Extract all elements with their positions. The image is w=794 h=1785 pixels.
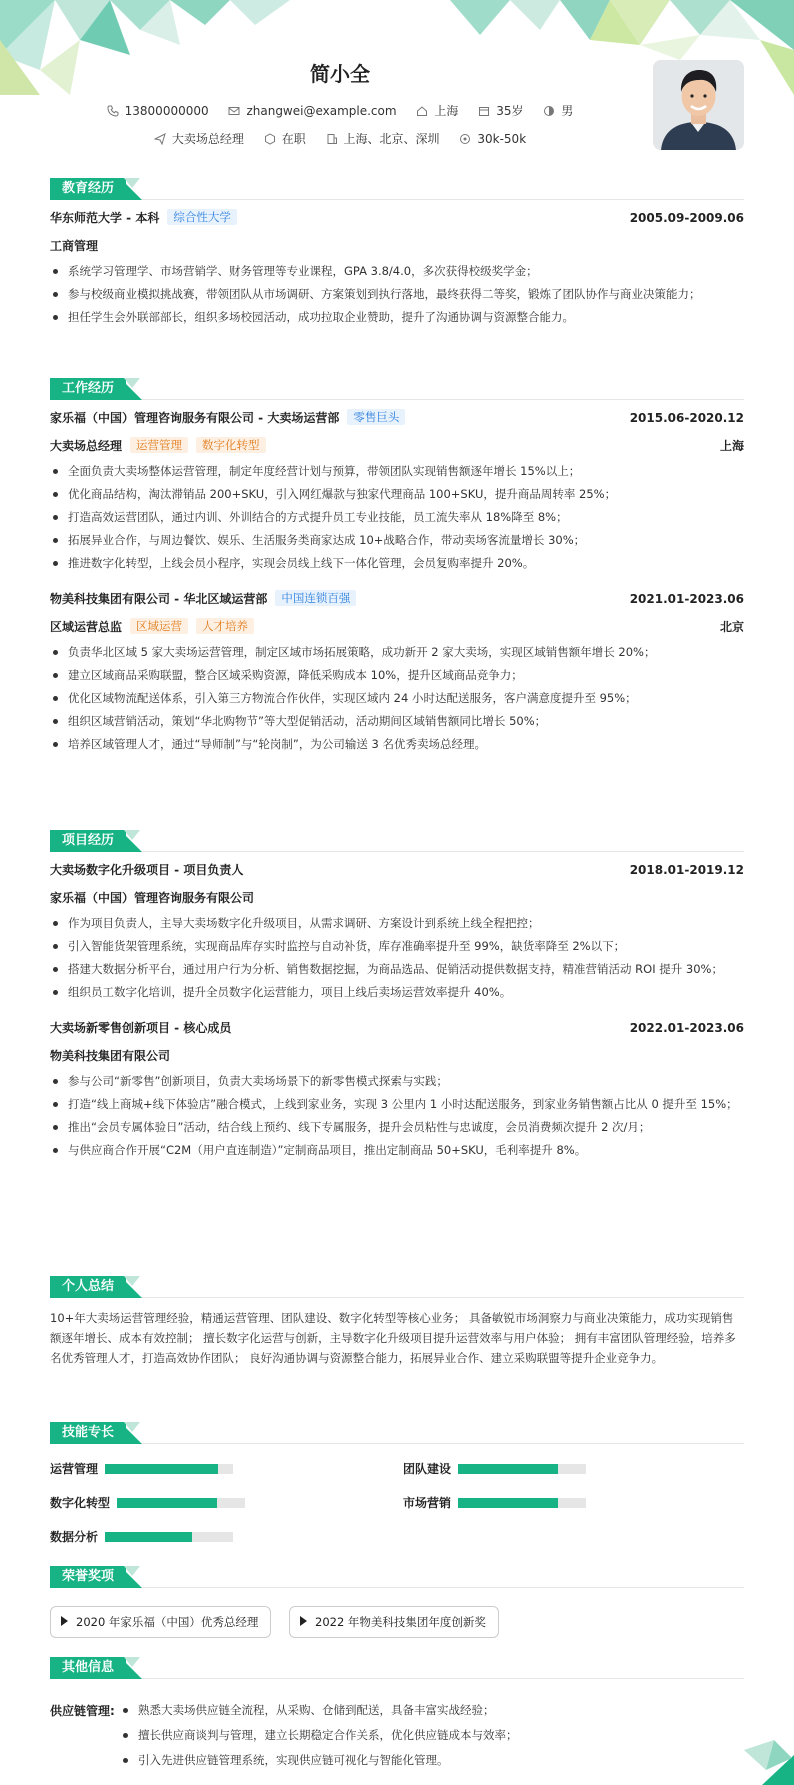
play-icon	[300, 1616, 307, 1626]
list-item: 全面负责大卖场整体运营管理，制定年度经营计划与预算，带领团队实现销售额逐年增长 15%以上；	[50, 462, 744, 481]
job-info-row	[0, 130, 680, 147]
skill-name: 市场营销	[403, 1496, 452, 1510]
school-name: 华东师范大学 - 本科	[50, 211, 160, 225]
email-item	[228, 104, 396, 118]
list-item: 担任学生会外联部部长，组织多场校园活动，成功拉取企业赞助，提升了沟通协调与资源整合能力。	[50, 308, 744, 327]
age-text: 35岁	[496, 104, 524, 118]
section-accent-icon	[120, 830, 142, 852]
role-tag: 人才培养	[196, 618, 254, 634]
list-item: 优化商品结构，淘汰滞销品 200+SKU，引入网红爆款与独家代理商品 100+SKU，提升商品周转率 25%；	[50, 485, 744, 504]
skill-bar	[458, 1498, 586, 1508]
section-title: 其他信息	[50, 1657, 126, 1679]
awards-section	[50, 1566, 744, 1646]
company-name: 家乐福（中国）管理咨询服务有限公司 - 大卖场运营部	[50, 411, 340, 425]
job-row	[50, 408, 744, 428]
list-item: 负责华北区域 5 家大卖场运营管理，制定区域市场拓展策略，成功新开 2 家大卖场，实现区域销售额年增长 20%；	[50, 643, 744, 662]
role-row	[50, 617, 744, 637]
city-text: 上海	[434, 104, 459, 118]
home-icon	[416, 105, 428, 117]
award-text: 2022 年物美科技集团年度创新奖	[315, 1615, 486, 1629]
list-item: 培养区域管理人才，通过“导师制”与“轮岗制”，为公司输送 3 名优秀卖场总经理。	[50, 735, 744, 754]
section-title: 个人总结	[50, 1276, 126, 1298]
skills-header	[50, 1422, 744, 1444]
project-company-row	[50, 888, 744, 908]
list-item: 引入先进供应链管理系统，实现供应链可视化与智能化管理。	[120, 1751, 680, 1770]
skills-section	[50, 1422, 744, 1552]
award-text: 2020 年家乐福（中国）优秀总经理	[76, 1615, 259, 1629]
role-tag: 运营管理	[130, 437, 188, 453]
city-item	[416, 102, 458, 119]
phone-item	[107, 104, 209, 118]
list-item: 打造高效运营团队，通过内训、外训结合的方式提升员工专业技能，员工流失率从 18%降至 8%；	[50, 508, 744, 527]
summary-text: 10+年大卖场运营管理经验，精通运营管理、团队建设、数字化转型等核心业务； 具备敏锐市场洞察力与商业决策能力，成功实现销售额逐年增长、成本有效控制； 擅长数字化运营与创新，主导数字化升级项目提升运营效率与用户体验； 拥有丰富团队管理经验，培养多名优秀管理人才，打造高效协作团队； 良好沟通协调与资源整合能力，拓展异业合作、建立采购联盟等提升企业竞争力。	[50, 1311, 736, 1365]
education-date: 2005.09-2009.06	[629, 211, 744, 225]
section-accent-icon	[120, 1276, 142, 1298]
list-item: 拓展异业合作，与周边餐饮、娱乐、生活服务类商家达成 10+战略合作，带动卖场客流量增长 30%；	[50, 531, 744, 550]
award-item	[289, 1606, 499, 1638]
project-name: 大卖场新零售创新项目 - 核心成员	[50, 1021, 232, 1035]
list-item: 熟悉大卖场供应链全流程，从采购、仓储到配送，具备丰富实战经验；	[120, 1701, 680, 1720]
job-date: 2021.01-2023.06	[629, 592, 744, 606]
job-bullets	[50, 462, 744, 573]
salary-icon	[459, 133, 471, 145]
section-accent-icon	[120, 378, 142, 400]
section-title: 项目经历	[50, 830, 126, 852]
position-item	[154, 130, 244, 147]
skill-bar-fill	[117, 1498, 217, 1508]
role-row	[50, 436, 744, 456]
major-row	[50, 236, 744, 256]
skill-bar	[117, 1498, 245, 1508]
status-icon	[264, 133, 276, 145]
summary-header	[50, 1276, 744, 1298]
awards-header	[50, 1566, 744, 1588]
role-name: 区域运营总监	[50, 620, 123, 634]
skill-name: 运营管理	[50, 1462, 99, 1476]
salary-text: 30k-50k	[477, 132, 527, 146]
salary-item	[459, 132, 526, 146]
play-icon	[61, 1616, 68, 1626]
skill-bar-fill	[458, 1464, 558, 1474]
company-name: 物美科技集团有限公司 - 华北区域运营部	[50, 592, 268, 606]
email-text: zhangwei@example.com	[246, 104, 397, 118]
list-item: 与供应商合作开展“C2M（用户直连制造）”定制商品项目，推出定制商品 50+SKU，毛利率提升 8%。	[50, 1141, 744, 1160]
skill-bar-fill	[105, 1532, 192, 1542]
school-tag: 综合性大学	[167, 209, 237, 225]
project-name: 大卖场数字化升级项目 - 项目负责人	[50, 863, 244, 877]
skill-bar	[105, 1532, 233, 1542]
project-date: 2022.01-2023.06	[629, 1021, 744, 1035]
job-date: 2015.06-2020.12	[629, 411, 744, 425]
project-company: 物美科技集团有限公司	[50, 1049, 171, 1063]
project-company: 家乐福（中国）管理咨询服务有限公司	[50, 891, 255, 905]
section-title: 技能专长	[50, 1422, 126, 1444]
list-item: 推出“会员专属体验日”活动，结合线上预约、线下专属服务，提升会员粘性与忠诚度，会员消费频次提升 2 次/月；	[50, 1118, 744, 1137]
skill-name: 数据分析	[50, 1530, 99, 1544]
education-row	[50, 208, 744, 228]
other-header	[50, 1657, 744, 1679]
company-tag: 中国连锁百强	[275, 590, 356, 606]
section-title: 工作经历	[50, 378, 126, 400]
list-item: 优化区域物流配送体系，引入第三方物流合作伙伴，实现区域内 24 小时达配送服务，客户满意度提升至 95%；	[50, 689, 744, 708]
other-section	[50, 1657, 744, 1777]
role-tag: 区域运营	[130, 618, 188, 634]
locations-item	[326, 130, 440, 147]
skill-bar	[458, 1464, 586, 1474]
other-label: 供应链管理:	[50, 1704, 115, 1718]
job-row	[50, 589, 744, 609]
project-bullets	[50, 914, 744, 1002]
list-item: 擅长供应商谈判与管理，建立长期稳定合作关系，优化供应链成本与效率；	[120, 1726, 680, 1745]
projects-section	[50, 830, 744, 1164]
building-icon	[326, 133, 338, 145]
job-bullets	[50, 643, 744, 754]
list-item: 引入智能货架管理系统，实现商品库存实时监控与自动补货，库存准确率提升至 99%，缺货率降至 2%以下；	[50, 937, 744, 956]
skill-name: 团队建设	[403, 1462, 452, 1476]
position-text: 大卖场总经理	[171, 132, 244, 146]
skill-bar-fill	[105, 1464, 218, 1474]
send-icon	[154, 133, 166, 145]
contact-info-row	[0, 102, 680, 119]
gender-text: 男	[561, 104, 574, 118]
list-item: 推进数字化转型，上线会员小程序，实现会员线上线下一体化管理，会员复购率提升 20%。	[50, 554, 744, 573]
summary-section	[50, 1276, 744, 1368]
role-name: 大卖场总经理	[50, 439, 123, 453]
projects-header	[50, 830, 744, 852]
locations-text: 上海、北京、深圳	[343, 132, 440, 146]
footer-decoration	[744, 1740, 794, 1785]
other-bullets	[120, 1697, 680, 1770]
status-text: 在职	[281, 132, 306, 146]
phone-icon	[107, 105, 119, 117]
role-tag: 数字化转型	[196, 437, 266, 453]
work-header	[50, 378, 744, 400]
project-row	[50, 860, 744, 880]
list-item: 参与公司“新零售”创新项目，负责大卖场场景下的新零售模式探索与实践；	[50, 1072, 744, 1091]
job-location: 上海	[719, 439, 744, 453]
calendar-icon	[478, 105, 490, 117]
section-title: 荣誉奖项	[50, 1566, 126, 1588]
list-item: 建立区域商品采购联盟，整合区域采购资源，降低采购成本 10%，提升区域商品竞争力；	[50, 666, 744, 685]
list-item: 参与校级商业模拟挑战赛，带领团队从市场调研、方案策划到执行落地，最终获得二等奖，锻炼了团队协作与商业决策能力；	[50, 285, 744, 304]
list-item: 系统学习管理学、市场营销学、财务管理等专业课程，GPA 3.8/4.0，多次获得校级奖学金；	[50, 262, 744, 281]
education-bullets	[50, 262, 744, 327]
section-accent-icon	[120, 1422, 142, 1444]
phone-text: 13800000000	[124, 104, 209, 118]
skill-bar-fill	[458, 1498, 558, 1508]
email-icon	[228, 105, 240, 117]
job-location: 北京	[719, 620, 744, 634]
work-section	[50, 378, 744, 758]
status-item	[264, 130, 306, 147]
list-item: 打造“线上商城+线下体验店”融合模式，上线到家业务，实现 3 公里内 1 小时达配送服务，到家业务销售额占比从 0 提升至 15%；	[50, 1095, 744, 1114]
candidate-name: 简小全	[310, 62, 370, 86]
project-date: 2018.01-2019.12	[629, 863, 744, 877]
section-accent-icon	[120, 1566, 142, 1588]
award-item	[50, 1606, 271, 1638]
project-row	[50, 1018, 744, 1038]
list-item: 组织区域营销活动，策划“华北购物节”等大型促销活动，活动期间区域销售额同比增长 50%；	[50, 712, 744, 731]
section-accent-icon	[120, 1657, 142, 1679]
project-company-row	[50, 1046, 744, 1066]
skill-name: 数字化转型	[50, 1496, 111, 1510]
education-header	[50, 178, 744, 200]
section-title: 教育经历	[50, 178, 126, 200]
list-item: 搭建大数据分析平台，通过用户行为分析、销售数据挖掘，为商品选品、促销活动提供数据支持，精准营销活动 ROI 提升 30%；	[50, 960, 744, 979]
section-accent-icon	[120, 178, 142, 200]
project-bullets	[50, 1072, 744, 1160]
company-tag: 零售巨头	[347, 409, 405, 425]
age-item	[478, 102, 523, 119]
list-item: 作为项目负责人，主导大卖场数字化升级项目，从需求调研、方案设计到系统上线全程把控；	[50, 914, 744, 933]
major-name: 工商管理	[50, 239, 99, 253]
gender-icon	[543, 105, 555, 117]
education-section	[50, 178, 744, 331]
list-item: 组织员工数字化培训，提升全员数字化运营能力，项目上线后卖场运营效率提升 40%。	[50, 983, 744, 1002]
gender-item	[543, 102, 573, 119]
skill-bar	[105, 1464, 233, 1474]
